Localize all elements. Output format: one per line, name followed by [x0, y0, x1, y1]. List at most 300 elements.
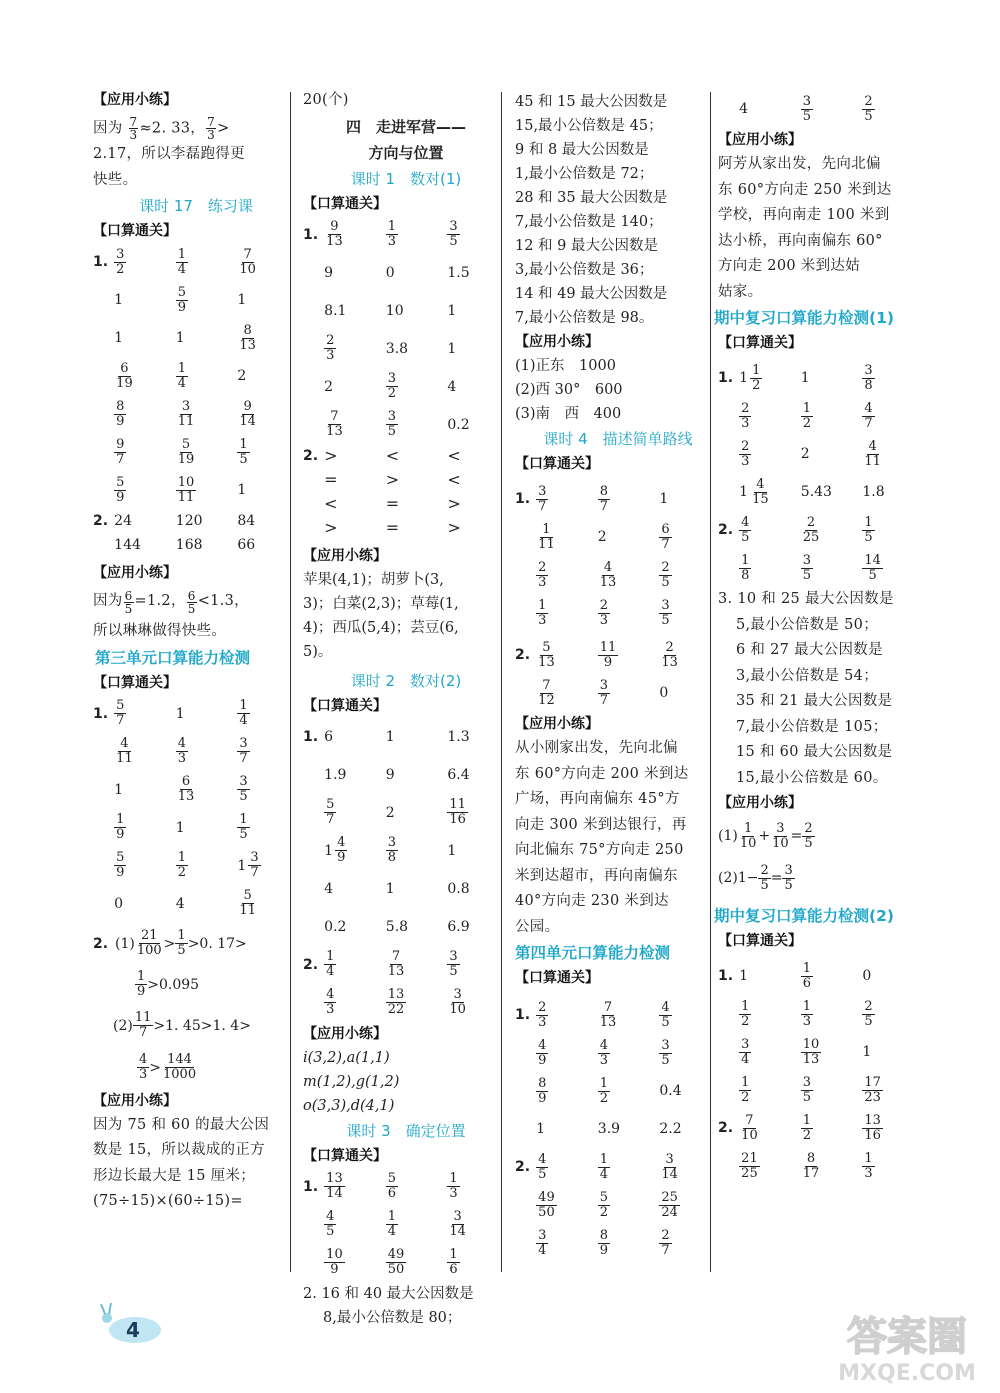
answer-cell: 168 — [175, 537, 203, 553]
answer-row — [718, 1071, 924, 1109]
answer-row — [93, 771, 299, 809]
mixed-number: 1 $\frac{1}{2}$ — [739, 362, 761, 393]
answer-cell — [862, 402, 924, 431]
fraction: $\frac{1}{3}$ — [449, 1171, 458, 1201]
fraction: $\frac{3}{5}$ — [802, 93, 812, 124]
practice-answer: 因为 75 和 60 的最大公因 数是 15，所以裁成的正方 形边长最大是 15 厘米； (75÷15)×(60÷15)= — [93, 1116, 270, 1209]
answer-cell — [447, 220, 509, 249]
answer-row — [303, 1244, 509, 1282]
fraction: $\frac{10}{13}$ — [802, 1036, 820, 1067]
answer-row: 1. $\frac{13}{14}$ $\frac{5}{6}$ $\frac{1}{3}$ — [303, 1168, 509, 1206]
calc-label: 【口算通关】 — [515, 456, 599, 472]
answer-cell: 1 — [862, 1044, 872, 1060]
answer-cell: 1 — [237, 482, 247, 498]
answer-cell — [598, 1191, 660, 1220]
mixed-number: 1 $\frac{4}{9}$ — [324, 835, 346, 865]
answer-cell — [237, 737, 299, 766]
column-4 — [714, 88, 924, 1185]
answer-cell: 1.9 — [324, 766, 347, 783]
answer-cell: 9 — [324, 264, 334, 281]
answer-cell: 1 — [175, 819, 185, 836]
fraction: $\frac{4}{5}$ — [661, 999, 670, 1030]
fraction: $\frac{2}{3}$ — [538, 559, 547, 590]
fraction: $\frac{1}{3}$ — [387, 219, 397, 249]
answer-cell — [659, 1191, 721, 1220]
practice-answer: (1)正东 1000 (2)西 30° 600 (3)南 西 400 — [515, 358, 623, 422]
answer-cell — [801, 1152, 863, 1181]
answer-cell — [536, 1153, 598, 1182]
answer-cell: 6.9 — [447, 918, 470, 935]
answer-cell — [598, 1153, 660, 1182]
fraction: $\frac{1}{4}$ — [177, 360, 187, 391]
answer-cell — [659, 1001, 721, 1030]
practice-label: 【应用小练】 — [515, 716, 599, 732]
answer-cell: 2 — [597, 529, 607, 545]
answer-row — [303, 492, 509, 516]
fraction: $\frac{7}{3}$ — [207, 115, 216, 142]
fraction: $\frac{6}{19}$ — [116, 360, 133, 391]
answer-cell: 4 — [739, 101, 749, 117]
fraction: $\frac{1}{10}$ — [739, 820, 757, 851]
answer-row — [718, 995, 924, 1033]
answer-row: 2. $\frac{1}{4}$ $\frac{7}{13}$ $\frac{3}{5}$ — [303, 946, 509, 984]
fraction: $\frac{3}{14}$ — [449, 1209, 466, 1239]
fraction: $\frac{8}{13}$ — [239, 322, 256, 353]
answer-cell: < — [324, 494, 338, 513]
answer-cell: 0.8 — [447, 880, 470, 897]
fraction: $\frac{8}{9}$ — [599, 1227, 609, 1258]
answer-row — [718, 549, 924, 587]
calc-label: 【口算通关】 — [718, 335, 802, 351]
answer-cell: 144 — [114, 537, 141, 553]
fraction: $\frac{25}{24}$ — [661, 1189, 678, 1220]
answer-cell: > — [385, 470, 400, 489]
fraction: $\frac{3}{7}$ — [599, 677, 609, 708]
practice-label: 【应用小练】 — [303, 547, 387, 564]
answer-grid — [93, 695, 299, 923]
answer-grid — [718, 359, 924, 511]
answer-row: 1. $\frac{2}{3}$ $\frac{7}{13}$ $\frac{4}{5}$ — [515, 996, 721, 1034]
answer-cell: 66 — [237, 537, 256, 553]
answer-row — [93, 533, 299, 557]
calc-label: 【口算通关】 — [93, 674, 177, 691]
answer-row: 1. 6 1 1.3 — [303, 718, 509, 756]
answer-cell — [324, 334, 386, 363]
lesson-title: 课时 4 描述简单路线 — [543, 430, 693, 448]
fraction: $\frac{1}{5}$ — [239, 812, 248, 842]
answer-row — [93, 319, 299, 357]
answer-cell: 1 — [739, 968, 749, 984]
answer-cell: > — [447, 494, 461, 513]
answer-cell — [801, 1114, 863, 1143]
answer-cell — [598, 1001, 660, 1030]
fraction: $\frac{4}{9}$ — [538, 1037, 547, 1068]
fraction: $\frac{1}{3}$ — [802, 998, 812, 1029]
answer-cell: 6.4 — [447, 766, 470, 783]
answer-row — [93, 885, 299, 923]
unit-title: 第三单元口算能力检测 — [95, 648, 251, 667]
answer-cell — [801, 1000, 863, 1029]
answer-cell — [739, 516, 801, 545]
answer-cell — [862, 516, 924, 545]
answer-grid — [93, 509, 299, 557]
fraction: $\frac{5}{9}$ — [116, 474, 125, 505]
answer-row: 2. $\frac{5}{13}$ $\frac{11}{9}$ $\frac{2}{13}$ — [515, 636, 721, 674]
answer-cell — [862, 554, 924, 583]
fraction: $\frac{3}{2}$ — [116, 246, 125, 277]
fraction: $\frac{1}{2}$ — [802, 400, 812, 431]
fraction: $\frac{3}{10}$ — [449, 987, 466, 1017]
fraction: $\frac{3}{5}$ — [387, 409, 397, 439]
answer-row — [93, 357, 299, 395]
fraction: $\frac{1}{4}$ — [599, 1151, 609, 1182]
fraction: $\frac{1}{2}$ — [177, 850, 187, 880]
answer-cell: 24 — [114, 513, 132, 529]
answer-cell: 1 — [114, 292, 124, 308]
fraction: $\frac{5}{9}$ — [116, 850, 125, 880]
answer-cell — [801, 1038, 863, 1067]
practice-label: 【应用小练】 — [303, 1025, 387, 1042]
answer-cell — [739, 1114, 801, 1143]
answer-cell: 5.43 — [800, 484, 832, 500]
fraction: $\frac{1}{2}$ — [741, 998, 750, 1029]
practice-answer: 因为 $\frac{7}{3}$ ≈2. 33， $\frac{7}{3}$ > 2.17，所以李磊跑得更 快些。 — [93, 115, 245, 188]
answer-cell — [386, 1172, 448, 1201]
fraction: $\frac{5}{13}$ — [538, 639, 555, 670]
answer-cell — [324, 410, 386, 439]
answer-cell — [739, 402, 801, 431]
fraction: $\frac{5}{9}$ — [177, 284, 187, 315]
answer-cell — [447, 1172, 509, 1201]
answer-cell: 5.8 — [385, 918, 409, 935]
gcd-lcm-answer: 2. 16 和 40 最大公因数是 8,最小公倍数是 80； — [303, 1285, 474, 1326]
answer-cell — [324, 988, 386, 1017]
answer-cell: < — [385, 446, 400, 465]
answer-cell — [176, 851, 238, 880]
answer-row — [515, 1224, 721, 1262]
fraction: $\frac{8}{9}$ — [116, 398, 125, 429]
answer-cell — [237, 851, 299, 880]
answer-cell — [237, 438, 299, 467]
answer-cell — [536, 1077, 598, 1106]
fraction: $\frac{7}{13}$ — [599, 999, 617, 1030]
fraction: $\frac{4}{3}$ — [326, 987, 335, 1017]
answer-cell: 1 — [447, 842, 457, 859]
answer-cell — [659, 641, 721, 670]
answer-row — [718, 90, 924, 128]
answer-cell: 1 — [385, 880, 395, 897]
fraction: $\frac{3}{5}$ — [802, 552, 812, 583]
calc-label: 【口算通关】 — [515, 970, 599, 986]
answer-cell: = — [324, 470, 338, 489]
page-number-badge — [95, 1300, 165, 1346]
answer-row — [515, 1110, 721, 1148]
fraction: $\frac{3}{5}$ — [802, 1074, 812, 1105]
answer-cell — [114, 362, 176, 391]
fraction: $\frac{4}{3}$ — [599, 1037, 609, 1068]
answer-cell: 9 — [385, 766, 395, 783]
watermark-url: MXQE.COM — [838, 1361, 976, 1386]
continued-answer: 45 和 15 最大公因数是 15,最小公倍数是 45； 9 和 8 最大公因数是 1,最小公倍数是 72； 28 和 35 最大公因数是 7,最小公倍数是 140； 12 和 9 最大公因数是 3,最小公倍数是 36； 14 和 49 最大公因数是 7,最小公倍数是 98。 — [515, 94, 668, 326]
practice-answer: i(3,2),a(1,1) m(1,2),g(1,2) o(3,3),d(4,1) — [303, 1049, 400, 1114]
fraction: $\frac{3}{5}$ — [661, 1037, 670, 1068]
answer-row — [93, 471, 299, 509]
answer-grid — [718, 1109, 924, 1185]
fraction: $\frac{49}{50}$ — [387, 1247, 405, 1277]
fraction: $\frac{7}{12}$ — [538, 677, 555, 708]
answer-cell — [536, 641, 598, 670]
answer-row — [515, 1072, 721, 1110]
fraction: $\frac{49}{50}$ — [538, 1189, 555, 1220]
calc-label: 【口算通关】 — [303, 195, 387, 212]
answer-cell — [536, 1001, 598, 1030]
answer-cell: 0.4 — [659, 1083, 682, 1099]
equation-answers: (1) $\frac{1}{10}$ + $\frac{3}{10}$ = $\frac{2}{5}$ (2)1− $\frac{2}{5}$ = $\frac{3}{5}$ — [718, 820, 813, 893]
answer-cell — [237, 889, 299, 918]
answer-cell — [324, 950, 386, 979]
fraction: $\frac{144}{1000}$ — [163, 1052, 197, 1082]
answer-cell: 1.8 — [862, 484, 885, 500]
answer-grid — [93, 243, 299, 509]
fraction: $\frac{5}{7}$ — [116, 698, 125, 728]
fraction: $\frac{4}{5}$ — [741, 514, 750, 545]
answer-row: 1. $\frac{3}{2}$ $\frac{1}{4}$ $\frac{7}{10}$ — [93, 243, 299, 281]
answer-row — [718, 1147, 924, 1185]
answer-row — [93, 281, 299, 319]
answer-cell: 4 — [447, 378, 457, 395]
answer-row — [303, 794, 509, 832]
fraction: $\frac{13}{16}$ — [864, 1112, 881, 1143]
answer-cell — [114, 438, 176, 467]
answer-row — [93, 733, 299, 771]
unit-heading: 四 走进军营—— — [345, 117, 466, 136]
fraction: $\frac{3}{8}$ — [387, 835, 397, 865]
answer-cell — [324, 798, 386, 827]
answer-cell — [536, 1191, 598, 1220]
answer-cell — [598, 485, 660, 514]
practice-label: 【应用小练】 — [93, 92, 177, 108]
watermark — [822, 1300, 992, 1388]
answer-cell: 6 — [324, 728, 334, 745]
answer-cell — [862, 1152, 924, 1181]
answer-cell — [536, 561, 598, 590]
answer-cell — [536, 1229, 598, 1258]
fraction: $\frac{1}{4}$ — [177, 246, 187, 277]
fraction: $\frac{2}{3}$ — [599, 597, 609, 628]
answer-cell — [114, 813, 176, 842]
answer-cell — [862, 1000, 924, 1029]
answer-cell: > — [324, 518, 338, 537]
answer-cell: 0.2 — [447, 416, 470, 433]
answer-cell — [324, 1248, 386, 1277]
fraction: $\frac{1}{6}$ — [449, 1247, 458, 1277]
answer-cell — [114, 737, 176, 766]
column-3 — [515, 88, 721, 1262]
answer-cell: 0 — [862, 968, 872, 984]
answer-cell — [114, 400, 176, 429]
fraction: $\frac{2}{13}$ — [661, 639, 678, 670]
answer-row — [718, 1033, 924, 1071]
fraction: $\frac{3}{5}$ — [661, 597, 670, 628]
fraction: $\frac{2}{25}$ — [802, 514, 820, 545]
calc-label: 【口算通关】 — [93, 223, 177, 239]
answer-grid — [303, 1168, 509, 1282]
answer-cell — [659, 561, 721, 590]
answer-cell — [659, 1039, 721, 1068]
practice-answer: 因为 $\frac{6}{5}$ =1.2， 6 5 <1.3， 所以琳琳做得快些。 — [93, 588, 249, 639]
answer-cell — [536, 1039, 598, 1068]
answer-row — [303, 516, 509, 540]
answer-row: 1. $\frac{9}{13}$ $\frac{1}{3}$ $\frac{3}{5}$ — [303, 216, 509, 254]
column-1 — [93, 88, 299, 1215]
fraction: $\frac{4}{9}$ — [337, 835, 346, 865]
answer-cell — [176, 286, 238, 315]
answer-row — [515, 518, 721, 556]
answer-cell — [237, 699, 299, 728]
fraction: $\frac{7}{13}$ — [326, 409, 343, 439]
fraction: $\frac{3}{4}$ — [741, 1036, 750, 1067]
answer-cell — [324, 220, 386, 249]
answer-row — [515, 1034, 721, 1072]
fraction: $\frac{2}{7}$ — [661, 1227, 670, 1258]
answer-cell — [176, 438, 238, 467]
answer-cell: 1 — [536, 1121, 546, 1137]
fraction: $\frac{2}{5}$ — [661, 559, 670, 590]
answer-cell: 2 — [385, 804, 395, 821]
unit-title: 期中复习口算能力检测(2) — [714, 907, 894, 925]
calc-label: 【口算通关】 — [303, 697, 387, 714]
answer-row — [303, 406, 509, 444]
answer-row — [515, 674, 721, 712]
practice-answer: 苹果(4,1)；胡萝卜(3, 3)；白菜(2,3)；草莓(1, 4)；西瓜(5,4)；芸豆(6, 5)。 — [303, 571, 459, 660]
gcd-lcm-answer: 3. 10 和 25 最大公因数是 5,最小公倍数是 50； 6 和 27 最大公因数是 3,最小公倍数是 54； 35 和 21 最大公因数是 7,最小公倍数是 105； 15 和 60 最大公因数是 15,最小公倍数是 60。 — [718, 591, 894, 786]
answer-cell: 1 — [659, 491, 669, 507]
answer-cell — [739, 1038, 801, 1067]
fraction: $\frac{1}{5}$ — [239, 436, 248, 467]
fraction: $\frac{1}{3}$ — [864, 1150, 873, 1181]
answer-cell: 0 — [385, 264, 395, 281]
practice-label: 【应用小练】 — [718, 132, 802, 148]
comparison-grid — [303, 444, 509, 540]
answer-cell — [598, 599, 660, 628]
fraction: $\frac{3}{5}$ — [239, 774, 248, 804]
fraction: $\frac{3}{2}$ — [387, 371, 397, 401]
answer-cell — [801, 95, 863, 124]
answer-cell: 4 — [324, 880, 334, 897]
fraction: $\frac{2}{3}$ — [741, 400, 750, 431]
answer-cell — [862, 440, 924, 469]
fraction: $\frac{2}{3}$ — [741, 438, 750, 469]
comparison-answers: 2. (1) $\frac{21}{100}$ > $\frac{1}{5}$ >0. 17> $\frac{1}{9}$ >0.095 (2) $\frac{11}{7}$ >1. 45>1. 4> $\frac{4}{3}$ > $\frac{144}{1000}$ — [93, 928, 251, 1082]
answer-cell: 1 — [800, 370, 810, 386]
answer-cell — [386, 410, 448, 439]
answer-row — [515, 556, 721, 594]
fraction: $\frac{2}{5}$ — [760, 862, 769, 893]
answer-row — [718, 397, 924, 435]
answer-grid — [718, 90, 924, 128]
answer-cell: 8.1 — [324, 302, 347, 319]
fraction: $\frac{4}{5}$ — [538, 1151, 547, 1182]
answer-cell — [386, 1210, 448, 1239]
fraction: $\frac{21}{100}$ — [136, 928, 162, 958]
answer-cell: 2 — [800, 446, 810, 462]
answer-cell — [176, 476, 238, 505]
fraction: $\frac{3}{14}$ — [661, 1151, 678, 1182]
fraction: $\frac{3}{11}$ — [177, 398, 195, 429]
answer-cell: < — [447, 470, 461, 489]
fraction: $\frac{2}{3}$ — [538, 999, 547, 1030]
fraction: $\frac{4}{3}$ — [139, 1052, 148, 1082]
unit-heading: 方向与位置 — [368, 143, 444, 162]
answer-cell — [598, 641, 660, 670]
fraction: $\frac{8}{9}$ — [538, 1075, 547, 1106]
answer-cell — [536, 679, 598, 708]
answer-cell: > — [324, 446, 338, 465]
fraction: $\frac{4}{5}$ — [326, 1209, 335, 1239]
fraction: $\frac{14}{5}$ — [864, 552, 881, 583]
fraction: $\frac{6}{13}$ — [177, 774, 195, 804]
answer-cell: 0.2 — [324, 918, 347, 935]
calc-label: 【口算通关】 — [303, 1147, 387, 1164]
answer-cell — [324, 1210, 386, 1239]
fraction: $\frac{10}{9}$ — [326, 1247, 343, 1277]
answer-cell — [739, 364, 801, 393]
fraction: $\frac{4}{7}$ — [864, 400, 873, 431]
answer-cell — [386, 1248, 448, 1277]
answer-grid — [515, 996, 721, 1148]
answer-cell — [386, 950, 448, 979]
fraction: $\frac{17}{23}$ — [864, 1074, 881, 1105]
answer-cell: 3.9 — [597, 1121, 621, 1137]
fraction: $\frac{7}{3}$ — [129, 115, 138, 142]
practice-label: 【应用小练】 — [93, 565, 177, 581]
fraction: $\frac{5}{19}$ — [177, 436, 195, 467]
fraction: $\frac{7}{13}$ — [387, 949, 405, 979]
fraction: $\frac{13}{14}$ — [326, 1171, 343, 1201]
fraction: $\frac{3}{10}$ — [772, 820, 789, 851]
practice-label: 【应用小练】 — [515, 334, 599, 350]
answer-cell: 1.3 — [447, 728, 470, 745]
fraction: $\frac{3}{4}$ — [538, 1227, 547, 1258]
fraction: $\frac{5}{2}$ — [599, 1189, 609, 1220]
lesson-title: 课时 3 确定位置 — [346, 1121, 466, 1140]
answer-row — [718, 435, 924, 473]
unit-title: 期中复习口算能力检测(1) — [714, 309, 894, 327]
fraction: $\frac{1}{6}$ — [802, 960, 812, 991]
answer-cell — [114, 851, 176, 880]
answer-cell: 1 — [237, 292, 247, 308]
answer-cell — [598, 1229, 660, 1258]
answer-cell: 1 — [447, 340, 457, 357]
fraction: $\frac{2}{3}$ — [326, 333, 335, 363]
answer-grid — [303, 216, 509, 444]
answer-cell — [598, 561, 660, 590]
fraction: $\frac{11}{7}$ — [134, 1010, 152, 1040]
fraction: $\frac{8}{7}$ — [599, 483, 609, 514]
answer-cell: = — [385, 518, 400, 537]
fraction: $\frac{1}{9}$ — [137, 969, 146, 999]
answer-cell: 0 — [659, 685, 669, 701]
answer-cell — [114, 248, 176, 277]
fraction: $\frac{1}{4}$ — [239, 698, 248, 728]
answer-cell — [447, 988, 509, 1017]
answer-grid — [718, 511, 924, 587]
answer-cell: 2 — [237, 368, 247, 384]
fraction: $\frac{1}{4}$ — [387, 1209, 397, 1239]
answer-cell: 1 — [114, 330, 124, 346]
fraction: $\frac{5}{7}$ — [326, 797, 335, 827]
answer-row: 1. 1 $\frac{1}{6}$ 0 — [718, 957, 924, 995]
